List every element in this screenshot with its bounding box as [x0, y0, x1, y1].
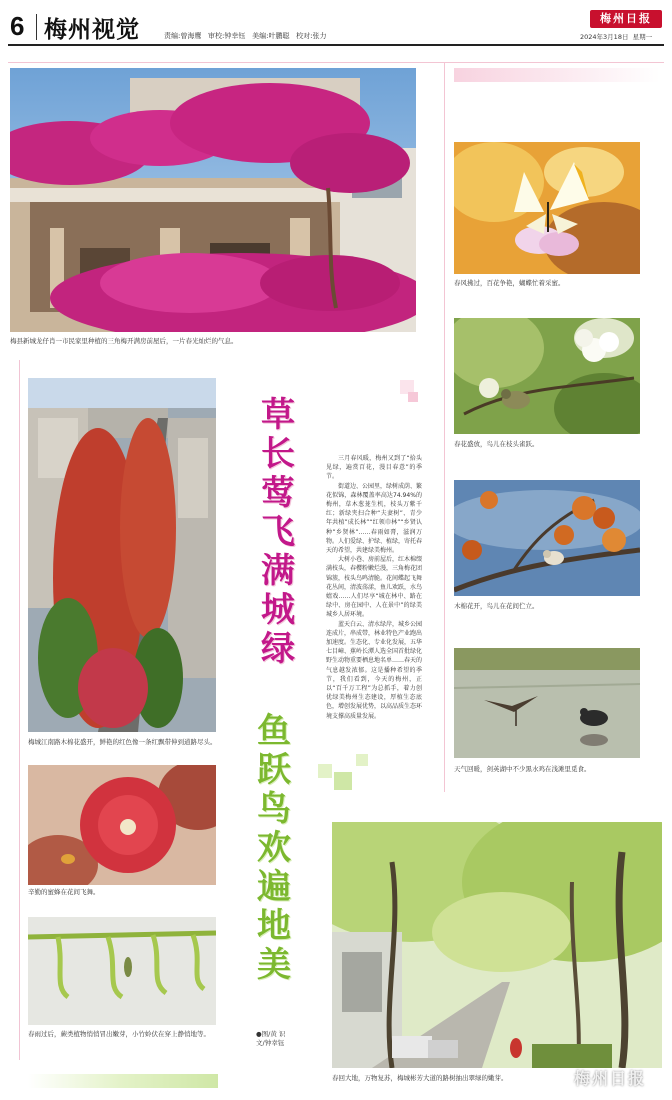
paper-logo [590, 10, 662, 28]
kapok-bird-illustration [454, 480, 640, 596]
caption-right-1: 春风拂过，百花争艳，蝴蝶忙着采蜜。 [454, 279, 565, 287]
deco-bar-green-bottom [28, 1074, 218, 1088]
article-paragraph: 蓝天白云、清水绿岸，城乡公园连成片，串成带，林业特色产业跑出加速度。生态化、专业化发展，五华七目嶂、蕉岭长潭人选全国首批绿化野生动物重要栖息地名单……春天的气息越发浓郁。这是播种希望的季节，我们看到，今天的梅州，正以“百千万工程”为总抓手，着力创优绿美梅州生态建设，厚植生态底色，增创发展优势，以高品质生态环境支撑高质量发展。 [326, 620, 423, 720]
photo-bougainvillea-house [10, 68, 416, 332]
section-title: 梅州视觉 [44, 17, 140, 43]
water-birds-illustration [454, 648, 640, 758]
caption-left-stick: 春雨过后，蕨类植物悄悄冒出嫩芽，小竹蛉伏在穿上静悄地等。 [28, 1030, 210, 1038]
header-divider [36, 14, 37, 40]
caption-left-bee: 辛勤的蜜蜂在花间飞舞。 [28, 888, 100, 896]
article-paragraph: 大树小巷、房前屋后，红木棉缀满枝头，春樱粉嫩烂漫，三角梅花团锦簇，枝头鸟鸣清脆。花间蝶起飞舞花丛间，清波荡漾，鱼儿欢跃，水鸟嬉戏……人们尽享“城在林中、路在绿中、房在园中、人在景中”的绿美城乡人居环境。 [326, 556, 423, 619]
caption-top-left: 梅县新城龙仔肖一市民家里种植的三角梅开满房前屋后，一片春光灿烂的气息。 [10, 337, 238, 345]
bee-flower-illustration [28, 765, 216, 885]
article-body [326, 454, 422, 721]
bird-blossom-illustration [454, 318, 640, 434]
kapok-avenue-illustration [28, 378, 216, 732]
frame-line-pink-right [444, 62, 445, 792]
caption-right-2: 春花盛放，鸟儿在枝头雀跃。 [454, 440, 539, 448]
caption-right-4: 天气回暖，剑英湖中不少黑水鸡在浅滩里觅食。 [454, 765, 591, 773]
caption-left-tall: 梅城江南路木棉花盛开，鲜艳的红色像一条红飘带伸到道路尽头。 [28, 738, 217, 746]
headline-2: 鱼跃鸟欢遍地美 [257, 711, 291, 985]
deco-square-pink-2 [408, 392, 418, 402]
photo-kapok-avenue [28, 378, 216, 732]
header-rule [8, 44, 664, 46]
deco-square-green-1 [318, 764, 332, 778]
photo-tree-avenue [332, 822, 662, 1068]
deco-square-green-2 [334, 772, 352, 790]
frame-line-pink [8, 62, 664, 63]
article-paragraph: 街道边、公园里，绿树成荫、繁花似锦，森林覆盖率高达74.94%的梅州，草木葱茏生机，枝头万紫千红；新绿夹扫合种“夫妻树”、青少年共植”成长林”“红领巾林”“乡贤认种”乡贤林”……春雨如膏，滋润万物。人们爱绿、护绿、植绿，寄托春天的希望，共建绿美梅州。 [326, 482, 423, 555]
page-number: 6 [10, 11, 25, 41]
watermark: 梅州日报 [574, 1069, 647, 1088]
logo-text: 梅州日报 [600, 12, 652, 25]
photo-bird-white-blossom [454, 318, 640, 434]
header-date: 2024年3月18日 星期一 [580, 33, 653, 41]
photo-butterfly [454, 142, 640, 274]
tree-avenue-illustration [332, 822, 662, 1068]
header-credits: 责编:曾海鹰 审校:钟幸钰 美编:叶鹏聪 校对:张力 [164, 32, 327, 40]
frame-line-left [19, 360, 20, 1060]
page-header [8, 8, 664, 44]
photo-kapok-bird [454, 480, 640, 596]
photo-bee-flower [28, 765, 216, 885]
butterfly-illustration [454, 142, 640, 274]
byline: ●图/黄 识 文/钟幸钰 [256, 1030, 286, 1047]
headline-1: 草长莺飞满城绿 [261, 395, 295, 669]
photo-fern-insect [28, 917, 216, 1025]
fern-insect-illustration [28, 917, 216, 1025]
bougainvillea-house-illustration [10, 68, 416, 332]
deco-square-green-3 [356, 754, 368, 766]
caption-bottom-right: 春回大地，万物复苏，梅城彬芳大道的路树抽出翠绿的嫩芽。 [332, 1074, 508, 1082]
article-paragraph: 三月春风暖，梅州又到了“拾头见绿，遍赏百花，漫目春意”的季节。 [326, 455, 422, 481]
photo-water-birds [454, 648, 640, 758]
caption-right-3: 木棉花开，鸟儿在花间伫立。 [454, 602, 539, 610]
deco-bar-pink-top [454, 68, 660, 82]
